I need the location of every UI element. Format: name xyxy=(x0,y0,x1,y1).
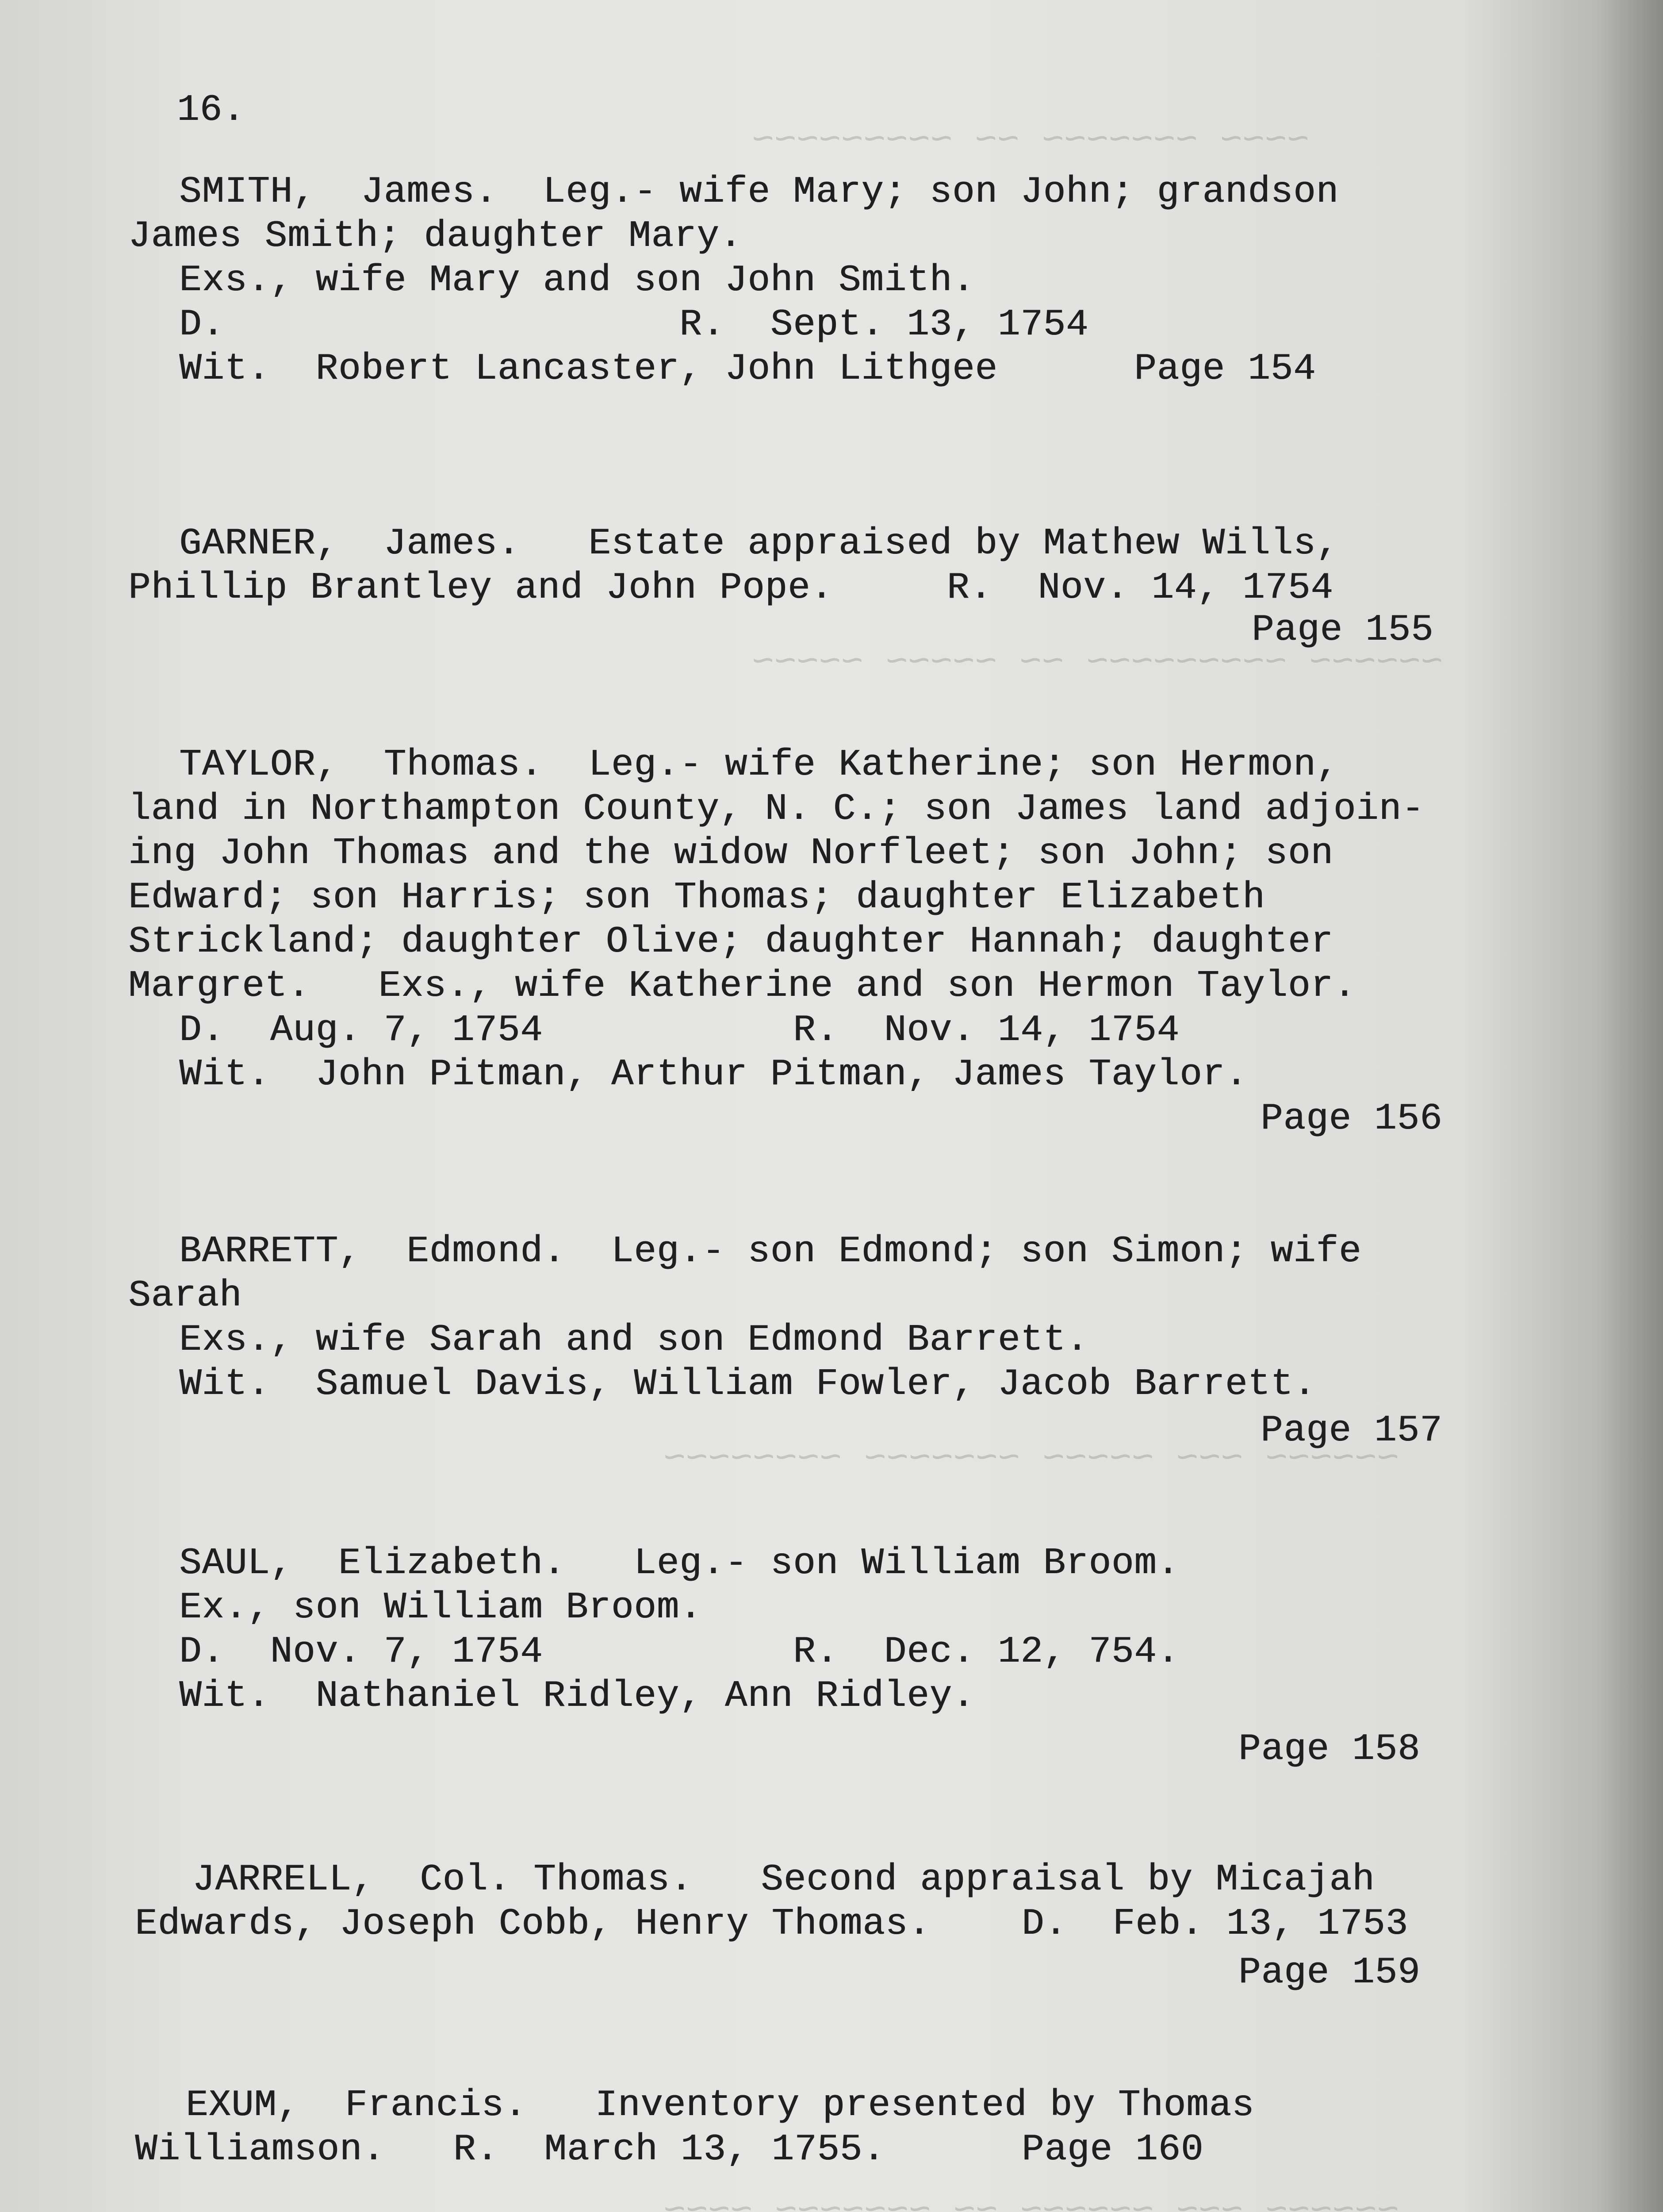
page-reference: Page 157 xyxy=(1261,1410,1443,1452)
entry-line: ing John Thomas and the widow Norfleet; son John; son xyxy=(128,833,1333,875)
entry-line: BARRETT, Edmond. Leg.- son Edmond; son Simon; wife xyxy=(179,1231,1362,1273)
entry-line: Strickland; daughter Olive; daughter Hannah; daughter xyxy=(128,921,1333,963)
entry-line: Wit. John Pitman, Arthur Pitman, James Taylor. xyxy=(179,1054,1248,1096)
bleed-through-text: ~~~~ ~~~~~~~ ~~ ~~~~~~~~~ xyxy=(752,120,1310,162)
entry-line: Edwards, Joseph Cobb, Henry Thomas. D. Feb. 13, 1753 xyxy=(135,1903,1408,1945)
entry-line: Exs., wife Sarah and son Edmond Barrett. xyxy=(179,1319,1089,1361)
entry-line: land in Northampton County, N. C.; son James land adjoin- xyxy=(128,788,1425,830)
entry-line: Ex., son William Broom. xyxy=(179,1587,702,1629)
entry-line: Phillip Brantley and John Pope. R. Nov. 14, 1754 xyxy=(128,567,1333,609)
bleed-through-text: ~~~~~~ ~~~~~~~~~ ~~ ~~~~~ ~~~~~ xyxy=(752,642,1443,684)
entry-line: Wit. Nathaniel Ridley, Ann Ridley. xyxy=(179,1675,975,1717)
bleed-through-text: ~~~~~~ ~~~ ~~~~~~ ~~ ~~~~~~~ ~~~~ xyxy=(663,2191,1399,2212)
entry-line: SAUL, Elizabeth. Leg.- son William Broom. xyxy=(179,1543,1180,1585)
entry-line: D. Aug. 7, 1754 R. Nov. 14, 1754 xyxy=(179,1010,1180,1052)
entry-line: GARNER, James. Estate appraised by Mathew Wills, xyxy=(179,523,1339,565)
entry-line: JARRELL, Col. Thomas. Second appraisal by Micajah xyxy=(192,1859,1375,1901)
entry-line: D. Nov. 7, 1754 R. Dec. 12, 754. xyxy=(179,1631,1180,1673)
entry-line: Wit. Robert Lancaster, John Lithgee Page 154 xyxy=(179,348,1316,390)
entry-line: Margret. Exs., wife Katherine and son Hermon Taylor. xyxy=(128,965,1356,1007)
entry-line: TAYLOR, Thomas. Leg.- wife Katherine; son Hermon, xyxy=(179,744,1339,786)
entry-line: D. R. Sept. 13, 1754 xyxy=(179,304,1089,346)
entry-line: SMITH, James. Leg.- wife Mary; son John; grandson xyxy=(179,171,1339,213)
bleed-through-text: ~~~~~~ ~~~ ~~~~~ ~~~~~~~ ~~~~~~~~ xyxy=(663,1439,1399,1481)
page-number: 16. xyxy=(177,89,245,131)
page-reference: Page 159 xyxy=(1238,1952,1421,1994)
entry-line: James Smith; daughter Mary. xyxy=(128,215,743,257)
entry-line: Exs., wife Mary and son John Smith. xyxy=(179,260,975,302)
entry-line: Wit. Samuel Davis, William Fowler, Jacob Barrett. xyxy=(179,1363,1316,1406)
page-reference: Page 155 xyxy=(1252,609,1434,651)
entry-line: Edward; son Harris; son Thomas; daughter Elizabeth xyxy=(128,877,1265,919)
entry-line: Williamson. R. March 13, 1755. Page 160 xyxy=(135,2129,1204,2171)
entry-line: EXUM, Francis. Inventory presented by Thomas xyxy=(186,2085,1255,2127)
page-reference: Page 156 xyxy=(1261,1098,1443,1140)
entry-line: Sarah xyxy=(128,1275,242,1317)
page-reference: Page 158 xyxy=(1238,1728,1421,1770)
